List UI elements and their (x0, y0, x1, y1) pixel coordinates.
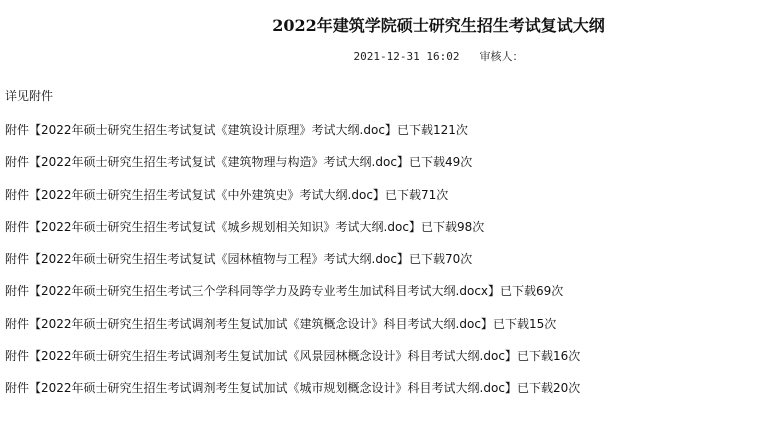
page-title: 2022年建筑学院硕士研究生招生考试复试大纲 (272, 16, 605, 35)
attachment-item (5, 251, 580, 283)
attachment-link[interactable]: 【2022年硕士研究生招生考试调剂考生复试加试《风景园林概念设计》科目考试大纲.doc】 (29, 349, 517, 364)
reviewer-label: 审核人： (479, 50, 524, 63)
attachment-prefix: 附件 (5, 316, 30, 331)
attachment-item (5, 283, 580, 315)
attachment-prefix: 附件 (5, 187, 30, 202)
article-meta (0, 49, 783, 65)
attachment-item (5, 380, 580, 412)
download-count: 已下载98次 (420, 219, 485, 234)
attachment-prefix: 附件 (5, 123, 30, 137)
attachment-item (5, 154, 580, 186)
attachment-link[interactable]: 【2022年硕士研究生招生考试复试《中外建筑史》考试大纲.doc】 (29, 187, 385, 202)
attachment-link[interactable]: 【2022年硕士研究生招生考试调剂考生复试加试《城市规划概念设计》科目考试大纲.doc】 (29, 381, 517, 396)
attachment-item (5, 219, 580, 251)
attachment-prefix: 附件 (5, 252, 30, 267)
download-count: 已下载71次 (384, 187, 449, 202)
attachment-item (5, 187, 580, 219)
attachment-item (5, 122, 580, 154)
attachment-link[interactable]: 【2022年硕士研究生招生考试三个学科同等学力及跨专业考生加试科目考试大纲.docx】 (29, 284, 501, 299)
download-count: 已下载20次 (516, 381, 581, 396)
attachment-prefix: 附件 (5, 349, 30, 364)
publish-date: 2021-12-31 16:02 (353, 50, 460, 63)
download-count: 已下载121次 (396, 123, 468, 137)
attachment-list (5, 122, 580, 413)
attachment-item (5, 316, 580, 348)
download-count: 已下载70次 (408, 252, 473, 267)
attachment-link[interactable]: 【2022年硕士研究生招生考试复试《建筑设计原理》考试大纲.doc】 (29, 123, 397, 137)
download-count: 已下载15次 (492, 316, 557, 331)
download-count: 已下载49次 (408, 155, 473, 170)
attachment-prefix: 附件 (5, 284, 30, 299)
download-count: 已下载69次 (500, 284, 564, 299)
attachment-prefix: 附件 (5, 155, 30, 170)
download-count: 已下载16次 (516, 349, 581, 364)
attachment-link[interactable]: 【2022年硕士研究生招生考试复试《城乡规划相关知识》考试大纲.doc】 (29, 219, 421, 234)
attachment-link[interactable]: 【2022年硕士研究生招生考试调剂考生复试加试《建筑概念设计》科目考试大纲.doc】 (29, 316, 493, 331)
attachment-link[interactable]: 【2022年硕士研究生招生考试复试《园林植物与工程》考试大纲.doc】 (29, 252, 409, 267)
attachment-item (5, 348, 580, 380)
attachment-prefix: 附件 (5, 219, 30, 234)
attachment-prefix: 附件 (5, 381, 30, 396)
intro-text: 详见附件 (5, 89, 54, 103)
attachment-link[interactable]: 【2022年硕士研究生招生考试复试《建筑物理与构造》考试大纲.doc】 (29, 155, 409, 170)
